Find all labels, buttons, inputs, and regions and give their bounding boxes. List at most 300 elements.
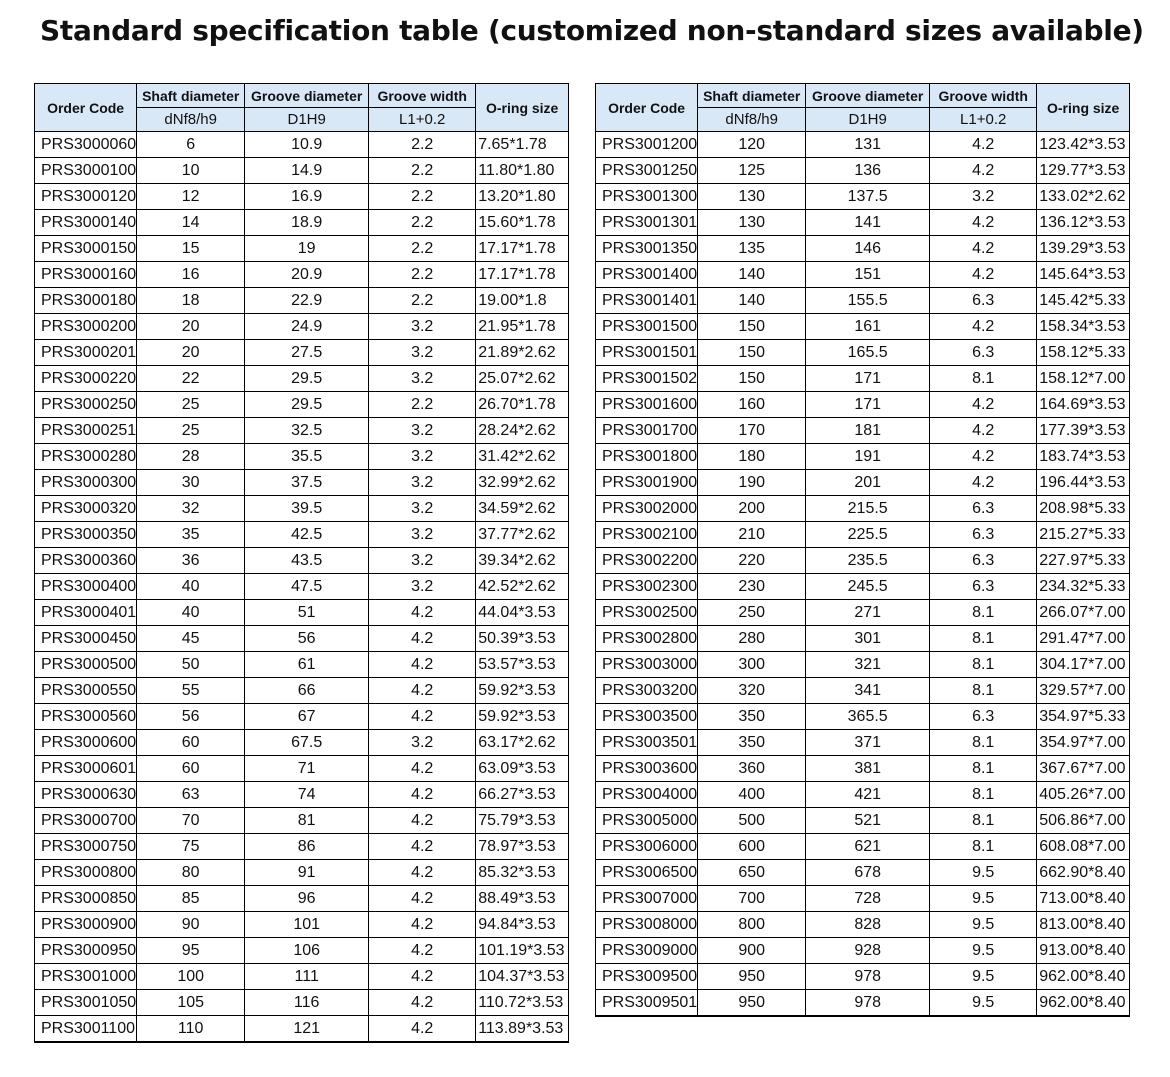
shaft-diameter-cell: 12 [137, 184, 245, 210]
groove-width-cell: 3.2 [369, 418, 476, 444]
oring-size-cell: 53.57*3.53 [476, 652, 569, 678]
shaft-diameter-cell: 18 [137, 288, 245, 314]
groove-width-cell: 3.2 [369, 496, 476, 522]
oring-size-cell: 37.77*2.62 [476, 522, 569, 548]
shaft-diameter-cell: 230 [698, 574, 806, 600]
groove-diameter-cell: 136 [806, 158, 930, 184]
order-code-cell: PRS3003600 [596, 756, 698, 782]
oring-size-cell: 304.17*7.00 [1037, 652, 1130, 678]
shaft-diameter-cell: 140 [698, 288, 806, 314]
groove-width-cell: 8.1 [930, 626, 1037, 652]
groove-diameter-cell: 235.5 [806, 548, 930, 574]
oring-size-cell: 164.69*3.53 [1037, 392, 1130, 418]
oring-size-cell: 506.86*7.00 [1037, 808, 1130, 834]
groove-width-cell: 4.2 [369, 938, 476, 964]
shaft-diameter-cell: 150 [698, 366, 806, 392]
order-code-cell: PRS3008000 [596, 912, 698, 938]
order-code-cell: PRS3000120 [35, 184, 137, 210]
oring-size-cell: 17.17*1.78 [476, 236, 569, 262]
oring-size-cell: 59.92*3.53 [476, 704, 569, 730]
order-code-cell: PRS3000300 [35, 470, 137, 496]
order-code-cell: PRS3000160 [35, 262, 137, 288]
table-row [596, 964, 1130, 990]
order-code-cell: PRS3000320 [35, 496, 137, 522]
header-oring-size: O-ring size [476, 84, 569, 132]
table-row [596, 444, 1130, 470]
shaft-diameter-cell: 15 [137, 236, 245, 262]
order-code-cell: PRS3000401 [35, 600, 137, 626]
oring-size-cell: 913.00*8.40 [1037, 938, 1130, 964]
groove-width-cell: 3.2 [369, 444, 476, 470]
shaft-diameter-cell: 63 [137, 782, 245, 808]
groove-width-cell: 4.2 [930, 392, 1037, 418]
groove-diameter-cell: 101 [245, 912, 369, 938]
groove-diameter-cell: 10.9 [245, 132, 369, 158]
order-code-cell: PRS3000360 [35, 548, 137, 574]
table-row [35, 730, 569, 756]
shaft-diameter-cell: 50 [137, 652, 245, 678]
oring-size-cell: 813.00*8.40 [1037, 912, 1130, 938]
order-code-cell: PRS3000900 [35, 912, 137, 938]
table-row [35, 158, 569, 184]
shaft-diameter-cell: 6 [137, 132, 245, 158]
groove-diameter-cell: 29.5 [245, 366, 369, 392]
groove-width-cell: 6.3 [930, 288, 1037, 314]
groove-width-cell: 4.2 [369, 704, 476, 730]
groove-width-cell: 4.2 [369, 834, 476, 860]
header-groove-tolerance: D1H9 [245, 108, 369, 132]
table-row [35, 860, 569, 886]
header-shaft-tolerance: dNf8/h9 [137, 108, 245, 132]
groove-diameter-cell: 43.5 [245, 548, 369, 574]
table-row [596, 782, 1130, 808]
groove-width-cell: 2.2 [369, 288, 476, 314]
groove-width-cell: 6.3 [930, 496, 1037, 522]
shaft-diameter-cell: 125 [698, 158, 806, 184]
groove-diameter-cell: 225.5 [806, 522, 930, 548]
groove-width-cell: 4.2 [369, 808, 476, 834]
shaft-diameter-cell: 20 [137, 340, 245, 366]
order-code-cell: PRS3001800 [596, 444, 698, 470]
order-code-cell: PRS3001502 [596, 366, 698, 392]
groove-width-cell: 6.3 [930, 548, 1037, 574]
header-groove-diameter: Groove diameter [806, 84, 930, 108]
oring-size-cell: 110.72*3.53 [476, 990, 569, 1016]
order-code-cell: PRS3001400 [596, 262, 698, 288]
groove-diameter-cell: 371 [806, 730, 930, 756]
order-code-cell: PRS3009500 [596, 964, 698, 990]
table-row [596, 418, 1130, 444]
shaft-diameter-cell: 30 [137, 470, 245, 496]
groove-diameter-cell: 71 [245, 756, 369, 782]
table-row [35, 496, 569, 522]
oring-size-cell: 354.97*5.33 [1037, 704, 1130, 730]
groove-width-cell: 4.2 [369, 652, 476, 678]
oring-size-cell: 66.27*3.53 [476, 782, 569, 808]
shaft-diameter-cell: 28 [137, 444, 245, 470]
table-row [596, 886, 1130, 912]
header-groove-width: Groove width [369, 84, 476, 108]
order-code-cell: PRS3002100 [596, 522, 698, 548]
order-code-cell: PRS3000150 [35, 236, 137, 262]
table-row [596, 834, 1130, 860]
table-row [35, 522, 569, 548]
table-row [596, 262, 1130, 288]
groove-diameter-cell: 151 [806, 262, 930, 288]
order-code-cell: PRS3000100 [35, 158, 137, 184]
groove-diameter-cell: 155.5 [806, 288, 930, 314]
order-code-cell: PRS3000800 [35, 860, 137, 886]
table-row [596, 184, 1130, 210]
oring-size-cell: 329.57*7.00 [1037, 678, 1130, 704]
groove-width-cell: 4.2 [369, 964, 476, 990]
order-code-cell: PRS3000950 [35, 938, 137, 964]
oring-size-cell: 662.90*8.40 [1037, 860, 1130, 886]
oring-size-cell: 145.42*5.33 [1037, 288, 1130, 314]
order-code-cell: PRS3001350 [596, 236, 698, 262]
groove-diameter-cell: 828 [806, 912, 930, 938]
order-code-cell: PRS3000450 [35, 626, 137, 652]
order-code-cell: PRS3001000 [35, 964, 137, 990]
table-row [35, 964, 569, 990]
groove-width-cell: 6.3 [930, 340, 1037, 366]
shaft-diameter-cell: 40 [137, 574, 245, 600]
groove-width-cell: 4.2 [369, 860, 476, 886]
table-row [35, 756, 569, 782]
shaft-diameter-cell: 130 [698, 184, 806, 210]
groove-diameter-cell: 67.5 [245, 730, 369, 756]
order-code-cell: PRS3000201 [35, 340, 137, 366]
groove-diameter-cell: 106 [245, 938, 369, 964]
groove-diameter-cell: 521 [806, 808, 930, 834]
groove-width-cell: 3.2 [369, 314, 476, 340]
groove-width-cell: 3.2 [369, 548, 476, 574]
table-row [596, 574, 1130, 600]
shaft-diameter-cell: 45 [137, 626, 245, 652]
groove-width-cell: 4.2 [369, 782, 476, 808]
table-row [596, 392, 1130, 418]
groove-width-cell: 3.2 [369, 470, 476, 496]
table-body-right [596, 132, 1130, 1017]
order-code-cell: PRS3000350 [35, 522, 137, 548]
order-code-cell: PRS3007000 [596, 886, 698, 912]
shaft-diameter-cell: 400 [698, 782, 806, 808]
order-code-cell: PRS3001900 [596, 470, 698, 496]
oring-size-cell: 113.89*3.53 [476, 1016, 569, 1043]
order-code-cell: PRS3001050 [35, 990, 137, 1016]
groove-width-cell: 9.5 [930, 964, 1037, 990]
shaft-diameter-cell: 60 [137, 730, 245, 756]
order-code-cell: PRS3000400 [35, 574, 137, 600]
oring-size-cell: 88.49*3.53 [476, 886, 569, 912]
groove-diameter-cell: 86 [245, 834, 369, 860]
groove-diameter-cell: 61 [245, 652, 369, 678]
order-code-cell: PRS3001401 [596, 288, 698, 314]
groove-diameter-cell: 16.9 [245, 184, 369, 210]
oring-size-cell: 183.74*3.53 [1037, 444, 1130, 470]
groove-width-cell: 4.2 [930, 262, 1037, 288]
shaft-diameter-cell: 140 [698, 262, 806, 288]
groove-width-cell: 9.5 [930, 990, 1037, 1017]
oring-size-cell: 21.89*2.62 [476, 340, 569, 366]
groove-diameter-cell: 111 [245, 964, 369, 990]
oring-size-cell: 158.12*5.33 [1037, 340, 1130, 366]
order-code-cell: PRS3000280 [35, 444, 137, 470]
shaft-diameter-cell: 950 [698, 964, 806, 990]
table-row [596, 704, 1130, 730]
shaft-diameter-cell: 32 [137, 496, 245, 522]
order-code-cell: PRS3000250 [35, 392, 137, 418]
table-row [596, 158, 1130, 184]
oring-size-cell: 227.97*5.33 [1037, 548, 1130, 574]
shaft-diameter-cell: 135 [698, 236, 806, 262]
groove-width-cell: 2.2 [369, 132, 476, 158]
oring-size-cell: 196.44*3.53 [1037, 470, 1130, 496]
order-code-cell: PRS3000500 [35, 652, 137, 678]
table-row [596, 236, 1130, 262]
table-row [35, 444, 569, 470]
shaft-diameter-cell: 600 [698, 834, 806, 860]
shaft-diameter-cell: 130 [698, 210, 806, 236]
table-row [35, 574, 569, 600]
groove-width-cell: 4.2 [930, 132, 1037, 158]
order-code-cell: PRS3002800 [596, 626, 698, 652]
oring-size-cell: 136.12*3.53 [1037, 210, 1130, 236]
groove-width-cell: 9.5 [930, 912, 1037, 938]
groove-diameter-cell: 131 [806, 132, 930, 158]
table-row [35, 262, 569, 288]
shaft-diameter-cell: 320 [698, 678, 806, 704]
shaft-diameter-cell: 40 [137, 600, 245, 626]
groove-diameter-cell: 341 [806, 678, 930, 704]
groove-diameter-cell: 171 [806, 392, 930, 418]
shaft-diameter-cell: 55 [137, 678, 245, 704]
groove-diameter-cell: 22.9 [245, 288, 369, 314]
groove-width-cell: 3.2 [369, 522, 476, 548]
oring-size-cell: 139.29*3.53 [1037, 236, 1130, 262]
groove-diameter-cell: 245.5 [806, 574, 930, 600]
header-groove-tolerance: D1H9 [806, 108, 930, 132]
groove-diameter-cell: 20.9 [245, 262, 369, 288]
groove-diameter-cell: 171 [806, 366, 930, 392]
groove-diameter-cell: 19 [245, 236, 369, 262]
order-code-cell: PRS3001250 [596, 158, 698, 184]
order-code-cell: PRS3001600 [596, 392, 698, 418]
groove-width-cell: 4.2 [369, 626, 476, 652]
table-row [35, 990, 569, 1016]
groove-diameter-cell: 201 [806, 470, 930, 496]
table-row [35, 470, 569, 496]
groove-diameter-cell: 165.5 [806, 340, 930, 366]
oring-size-cell: 28.24*2.62 [476, 418, 569, 444]
shaft-diameter-cell: 95 [137, 938, 245, 964]
groove-diameter-cell: 137.5 [806, 184, 930, 210]
oring-size-cell: 44.04*3.53 [476, 600, 569, 626]
order-code-cell: PRS3000700 [35, 808, 137, 834]
order-code-cell: PRS3002300 [596, 574, 698, 600]
groove-width-cell: 2.2 [369, 392, 476, 418]
oring-size-cell: 123.42*3.53 [1037, 132, 1130, 158]
oring-size-cell: 129.77*3.53 [1037, 158, 1130, 184]
groove-width-cell: 4.2 [930, 470, 1037, 496]
order-code-cell: PRS3003501 [596, 730, 698, 756]
table-row [596, 210, 1130, 236]
shaft-diameter-cell: 800 [698, 912, 806, 938]
groove-width-cell: 4.2 [930, 236, 1037, 262]
order-code-cell: PRS3000251 [35, 418, 137, 444]
groove-diameter-cell: 181 [806, 418, 930, 444]
groove-diameter-cell: 81 [245, 808, 369, 834]
groove-width-cell: 2.2 [369, 184, 476, 210]
order-code-cell: PRS3000550 [35, 678, 137, 704]
table-row [35, 132, 569, 158]
order-code-cell: PRS3000850 [35, 886, 137, 912]
table-row [596, 990, 1130, 1017]
groove-diameter-cell: 421 [806, 782, 930, 808]
order-code-cell: PRS3000600 [35, 730, 137, 756]
groove-diameter-cell: 56 [245, 626, 369, 652]
shaft-diameter-cell: 160 [698, 392, 806, 418]
groove-diameter-cell: 96 [245, 886, 369, 912]
groove-diameter-cell: 27.5 [245, 340, 369, 366]
order-code-cell: PRS3000560 [35, 704, 137, 730]
groove-diameter-cell: 47.5 [245, 574, 369, 600]
oring-size-cell: 94.84*3.53 [476, 912, 569, 938]
shaft-diameter-cell: 180 [698, 444, 806, 470]
groove-width-cell: 8.1 [930, 600, 1037, 626]
oring-size-cell: 26.70*1.78 [476, 392, 569, 418]
table-row [35, 912, 569, 938]
shaft-diameter-cell: 85 [137, 886, 245, 912]
oring-size-cell: 405.26*7.00 [1037, 782, 1130, 808]
shaft-diameter-cell: 100 [137, 964, 245, 990]
oring-size-cell: 608.08*7.00 [1037, 834, 1130, 860]
order-code-cell: PRS3002200 [596, 548, 698, 574]
header-width-tolerance: L1+0.2 [369, 108, 476, 132]
oring-size-cell: 158.34*3.53 [1037, 314, 1130, 340]
oring-size-cell: 32.99*2.62 [476, 470, 569, 496]
groove-diameter-cell: 121 [245, 1016, 369, 1043]
order-code-cell: PRS3000750 [35, 834, 137, 860]
oring-size-cell: 7.65*1.78 [476, 132, 569, 158]
order-code-cell: PRS3005000 [596, 808, 698, 834]
groove-diameter-cell: 678 [806, 860, 930, 886]
groove-diameter-cell: 67 [245, 704, 369, 730]
table-row [35, 210, 569, 236]
shaft-diameter-cell: 950 [698, 990, 806, 1017]
table-row [35, 548, 569, 574]
shaft-diameter-cell: 14 [137, 210, 245, 236]
table-row [596, 366, 1130, 392]
shaft-diameter-cell: 120 [698, 132, 806, 158]
oring-size-cell: 11.80*1.80 [476, 158, 569, 184]
shaft-diameter-cell: 650 [698, 860, 806, 886]
shaft-diameter-cell: 300 [698, 652, 806, 678]
table-row [596, 600, 1130, 626]
groove-width-cell: 2.2 [369, 236, 476, 262]
groove-diameter-cell: 35.5 [245, 444, 369, 470]
groove-diameter-cell: 51 [245, 600, 369, 626]
groove-width-cell: 4.2 [930, 210, 1037, 236]
groove-width-cell: 8.1 [930, 756, 1037, 782]
oring-size-cell: 13.20*1.80 [476, 184, 569, 210]
table-row [596, 314, 1130, 340]
groove-width-cell: 3.2 [369, 366, 476, 392]
shaft-diameter-cell: 25 [137, 392, 245, 418]
oring-size-cell: 25.07*2.62 [476, 366, 569, 392]
groove-width-cell: 3.2 [369, 574, 476, 600]
groove-diameter-cell: 24.9 [245, 314, 369, 340]
order-code-cell: PRS3000601 [35, 756, 137, 782]
shaft-diameter-cell: 80 [137, 860, 245, 886]
order-code-cell: PRS3001500 [596, 314, 698, 340]
oring-size-cell: 962.00*8.40 [1037, 990, 1130, 1017]
groove-diameter-cell: 32.5 [245, 418, 369, 444]
table-row [596, 288, 1130, 314]
oring-size-cell: 101.19*3.53 [476, 938, 569, 964]
groove-width-cell: 9.5 [930, 938, 1037, 964]
header-width-tolerance: L1+0.2 [930, 108, 1037, 132]
groove-diameter-cell: 728 [806, 886, 930, 912]
oring-size-cell: 85.32*3.53 [476, 860, 569, 886]
table-body-left [35, 132, 569, 1043]
table-row [35, 834, 569, 860]
order-code-cell: PRS3000180 [35, 288, 137, 314]
shaft-diameter-cell: 700 [698, 886, 806, 912]
order-code-cell: PRS3000200 [35, 314, 137, 340]
shaft-diameter-cell: 70 [137, 808, 245, 834]
header-oring-size: O-ring size [1037, 84, 1130, 132]
order-code-cell: PRS3002000 [596, 496, 698, 522]
header-groove-diameter: Groove diameter [245, 84, 369, 108]
groove-width-cell: 4.2 [369, 756, 476, 782]
groove-width-cell: 6.3 [930, 522, 1037, 548]
table-row [596, 756, 1130, 782]
order-code-cell: PRS3009000 [596, 938, 698, 964]
groove-width-cell: 4.2 [369, 886, 476, 912]
oring-size-cell: 367.67*7.00 [1037, 756, 1130, 782]
oring-size-cell: 50.39*3.53 [476, 626, 569, 652]
groove-diameter-cell: 365.5 [806, 704, 930, 730]
order-code-cell: PRS3006500 [596, 860, 698, 886]
page-title: Standard specification table (customized non-standard sizes available) [40, 14, 1144, 47]
table-row [35, 938, 569, 964]
table-row [35, 704, 569, 730]
table-row [35, 782, 569, 808]
shaft-diameter-cell: 22 [137, 366, 245, 392]
table-row [35, 652, 569, 678]
groove-diameter-cell: 29.5 [245, 392, 369, 418]
shaft-diameter-cell: 25 [137, 418, 245, 444]
table-row [596, 340, 1130, 366]
oring-size-cell: 354.97*7.00 [1037, 730, 1130, 756]
shaft-diameter-cell: 200 [698, 496, 806, 522]
groove-diameter-cell: 928 [806, 938, 930, 964]
oring-size-cell: 713.00*8.40 [1037, 886, 1130, 912]
table-row [596, 730, 1130, 756]
oring-size-cell: 63.09*3.53 [476, 756, 569, 782]
table-row [596, 860, 1130, 886]
groove-diameter-cell: 91 [245, 860, 369, 886]
oring-size-cell: 15.60*1.78 [476, 210, 569, 236]
shaft-diameter-cell: 210 [698, 522, 806, 548]
groove-diameter-cell: 146 [806, 236, 930, 262]
groove-width-cell: 2.2 [369, 210, 476, 236]
oring-size-cell: 34.59*2.62 [476, 496, 569, 522]
oring-size-cell: 177.39*3.53 [1037, 418, 1130, 444]
shaft-diameter-cell: 220 [698, 548, 806, 574]
order-code-cell: PRS3001100 [35, 1016, 137, 1043]
